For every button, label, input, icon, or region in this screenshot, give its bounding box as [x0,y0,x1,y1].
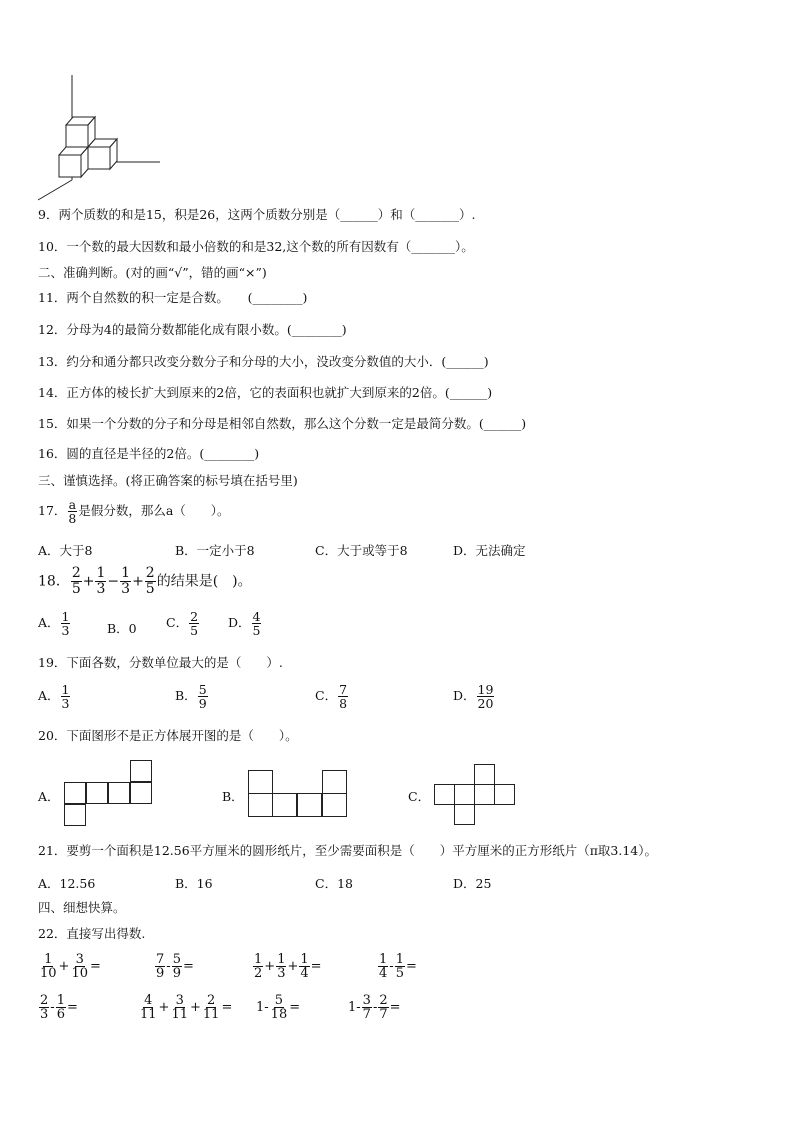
question-13: 13．约分和通分都只改变分数分子和分母的大小，没改变分数值的大小．(______) [38,354,489,369]
q21-option-a: A．12.56 [38,876,96,891]
q20-label-b: B． [222,789,244,804]
question-22: 22．直接写出得数. [38,926,146,941]
question-14: 14．正方体的棱长扩大到原来的2倍，它的表面积也就扩大到原来的2倍。(______) [38,385,493,400]
question-16: 16．圆的直径是半径的2倍。(________) [38,446,260,461]
q17-option-d: D．无法确定 [453,543,526,558]
cube-stack-figure [30,70,170,205]
question-15: 15．如果一个分数的分子和分母是相邻自然数，那么这个分数一定是最简分数。(______) [38,416,527,431]
q17-option-b: B．一定小于8 [175,543,255,558]
q21-option-c: C．18 [315,876,353,891]
q18-option-b: B．0 [107,621,137,636]
question-11: 11．两个自然数的积一定是合数。 (________) [38,290,308,305]
section-2-heading: 二、准确判断。(对的画“√”，错的画“×”) [38,265,267,280]
question-12: 12．分母为4的最简分数都能化成有限小数。(________) [38,322,347,337]
section-3-heading: 三、谨慎选择。(将正确答案的标号填在括号里) [38,473,298,488]
q20-label-c: C． [408,789,431,804]
question-21: 21．要剪一个面积是12.56平方厘米的圆形纸片，至少需要面积是（ ）平方厘米的正方形纸片（π取3.14）。 [38,843,657,858]
q21-option-d: D．25 [453,876,492,891]
q21-option-b: B．16 [175,876,213,891]
calc-7: 1- $\frac{5}{18}$ = [256,993,301,1022]
calc-3: $\frac{1}{2}$ + $\frac{1}{3}$ + $\frac{1}{4}$ = [254,952,322,981]
calc-1: $\frac{1}{10}$ + $\frac{3}{10}$ = [40,952,101,981]
question-20: 20．下面图形不是正方体展开图的是（ ）。 [38,728,298,743]
question-10: 10．一个数的最大因数和最小倍数的和是32,这个数的所有因数有（_______）。 [38,239,474,254]
q18-option-a: A． $\frac{1}{3}$ [38,609,70,638]
calc-2: $\frac{7}{9}$ - $\frac{5}{9}$ = [156,952,194,981]
q17-option-a: A．大于8 [38,543,93,558]
question-9: 9．两个质数的和是15，积是26，这两个质数分别是（______）和（_______）. [38,207,476,222]
calc-4: $\frac{1}{4}$ - $\frac{1}{5}$ = [379,952,417,981]
section-4-heading: 四、细想快算。 [38,900,126,915]
question-19: 19．下面各数，分数单位最大的是（ ）. [38,655,283,670]
net-a-figure [64,760,154,826]
question-17: 17． $\frac{a}{8}$ 是假分数，那么a（ ）。 [38,497,230,526]
calc-5: $\frac{2}{3}$ - $\frac{1}{6}$ = [40,993,78,1022]
q17-option-c: C．大于或等于8 [315,543,408,558]
q18-option-d: D． $\frac{4}{5}$ [228,609,261,638]
q19-option-c: C． $\frac{7}{8}$ [315,682,348,711]
net-c-figure [434,764,518,826]
q18-option-c: C． $\frac{2}{5}$ [166,609,199,638]
calc-8: 1- $\frac{3}{7}$ - $\frac{2}{7}$ = [348,993,401,1022]
calc-6: $\frac{4}{11}$ + $\frac{3}{11}$ + $\frac{2}{11}$ = [140,993,233,1022]
net-b-figure [248,770,348,818]
q19-option-a: A． $\frac{1}{3}$ [38,682,70,711]
q19-option-d: D． $\frac{19}{20}$ [453,682,494,711]
q19-option-b: B． $\frac{5}{9}$ [175,682,207,711]
question-18: 18． $\frac{2}{5}$ + $\frac{1}{3}$ − $\frac{1}{3}$ + $\frac{2}{5}$ 的结果是( )。 [38,565,252,597]
q20-label-a: A． [38,789,60,804]
